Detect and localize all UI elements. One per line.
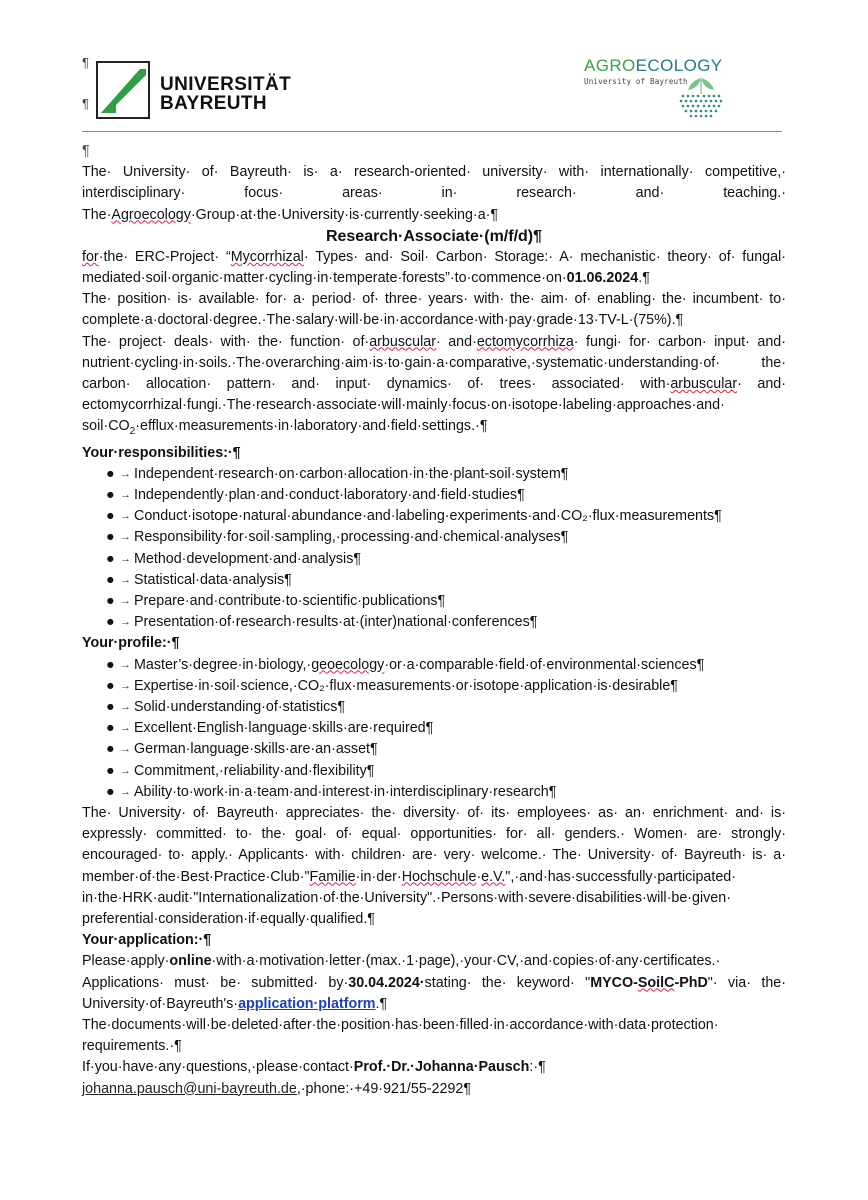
list-item-text-end: ·or·a·comparable·field·of·environmental·sciences¶ — [384, 656, 705, 673]
agroecology-logo-subtitle: University of Bayreuth — [584, 77, 688, 86]
bullet-icon: ● — [106, 614, 115, 631]
contact-name: Prof.·Dr.·Johanna·Pausch — [353, 1059, 530, 1076]
project-text-2: · Types· and· Soil· Carbon· Storage:· A· mechanistic· theory· of· fungal· mediated·soil·organic·matter·cycling·in·temperate·forests”·to·commence·on· — [82, 248, 787, 287]
contact-text: If·you·have·any·questions,·please·contact· — [82, 1059, 354, 1076]
keyword — [590, 975, 708, 991]
application-paragraph — [82, 951, 786, 1015]
description-text-5: ·efflux·measurements·in·laboratory·and·field·settings.·¶ — [135, 418, 488, 435]
responsibilities-heading — [82, 443, 786, 464]
intro-paragraph — [82, 162, 786, 226]
list-item — [82, 718, 786, 739]
list-item-text: Method·development·and·analysis¶ — [134, 550, 362, 567]
list-item — [82, 591, 786, 612]
university-logo-line1: UNIVERSITÄT — [160, 74, 292, 95]
online-word: online — [169, 953, 212, 970]
list-item — [82, 761, 786, 782]
list-item — [82, 485, 786, 506]
position-paragraph: The· position· is· available· for· a· period· of· three· years· with· the· aim· of· enabling· the· incumbent· to· complete·a·doctoral·degree.·The·salary·will·be·in·accordance·with·pay·grade·13·TV-L·(75%).¶ — [82, 291, 786, 329]
list-item-text: Conduct·isotope·natural·abundance·and·labeling·experiments·and·CO₂·flux·measurements¶ — [134, 508, 722, 525]
list-item — [82, 782, 786, 803]
list-item — [82, 697, 786, 718]
list-item — [82, 506, 786, 527]
description-text-1: The· project· deals· with· the· function· of· — [82, 333, 370, 350]
deadline-date: 30.04.2024· — [348, 974, 425, 991]
geoecology-word: geoecology — [311, 656, 385, 673]
bullet-icon: ● — [106, 550, 115, 567]
bullet-icon: ● — [106, 741, 115, 758]
application-text-4: "· via· the· University·of·Bayreuth's· — [82, 974, 786, 1012]
ectomycorrhiza-word: ectomycorrhiza — [476, 333, 574, 350]
hochschule-word: Hochschule — [401, 868, 477, 885]
list-item-text: Prepare·and·contribute·to·scientific·publications¶ — [134, 592, 446, 609]
responsibilities-heading-text: Your·responsibilities:· — [82, 444, 233, 461]
profile-heading-text: Your·profile:· — [82, 635, 172, 652]
list-item-text: Statistical·data·analysis¶ — [134, 571, 292, 588]
bullet-icon: ● — [106, 508, 115, 525]
familie-word: Familie — [309, 868, 356, 885]
for-word: for — [82, 248, 99, 265]
list-item — [82, 464, 786, 485]
list-item-text: Commitment,·reliability·and·flexibility¶ — [134, 762, 375, 779]
application-text-3: stating· the· keyword· " — [424, 974, 591, 991]
agroecology-title-part1: AGRO — [584, 56, 636, 75]
tab-arrow-icon: → — [120, 679, 131, 692]
university-bayreuth-logo — [96, 61, 296, 121]
tab-arrow-icon: → — [120, 510, 131, 523]
diversity-paragraph: The· University· of· Bayreuth· appreciates· the· diversity· of· its· employees· as· an· enrichment· and· is· expressly· committed· to· the· goal· of· equal· opportunities· for· all· genders.· Women· are· strongly· encouraged· to· apply.· Applicants· with· children· are· very· welcome.· The· University· of· Bayreuth· is· a· member·of·the·Best·Practice·Club·"Familie·in·der·Hochschule·e.V.",·and·has·successfully·participated· in·the·HRK·audit·"Internationalization·of·the·University".·Persons·with·severe·disabilities·will·be·given· preferential·consideration·if·equally·qualified.¶ — [82, 804, 786, 927]
tab-arrow-icon: → — [120, 743, 131, 756]
tab-arrow-icon: → — [120, 594, 131, 607]
university-logo-line2: BAYREUTH — [160, 93, 268, 114]
keyword-part-2: SoilC — [637, 974, 675, 991]
keyword-part-1: MYCO- — [590, 974, 638, 991]
bullet-icon: ● — [106, 571, 115, 588]
profile-heading — [82, 633, 786, 654]
pilcrow-line — [82, 141, 786, 162]
dotted-plant-icon — [678, 74, 724, 120]
deletion-paragraph: The·documents·will·be·deleted·after·the·position·has·been·filled·in·accordance·with·data·protection· requirements.·¶ — [82, 1016, 719, 1055]
list-item — [82, 527, 786, 548]
agroecology-word: Agroecology — [111, 206, 191, 223]
keyword-part-3: -PhD — [674, 974, 708, 991]
ev-word: e.V. — [481, 868, 506, 885]
tab-arrow-icon: → — [120, 764, 131, 777]
arbuscular-word-2: arbuscular — [670, 376, 738, 393]
tab-arrow-icon: → — [120, 700, 131, 713]
header-divider — [82, 131, 782, 132]
description-text-2: · and· — [435, 333, 477, 350]
application-heading — [82, 930, 786, 951]
tab-arrow-icon: → — [120, 658, 131, 671]
list-item — [82, 549, 786, 570]
list-item — [82, 612, 786, 633]
bullet-icon: ● — [106, 762, 115, 779]
list-item-text: Presentation·of·research·results·at·(inter)national·conferences¶ — [134, 614, 538, 631]
agroecology-logo-title — [584, 56, 723, 76]
application-heading-text: Your·application:· — [82, 932, 204, 949]
intro-text: The· University· of· Bayreuth· is· a· research-oriented· university· with· internationally· competitive,· interdisciplinary· focus· areas· in· research· and· teaching.· The· — [82, 164, 786, 223]
university-logo-wordmark — [160, 75, 291, 113]
list-item-text: Excellent·English·language·skills·are·required¶ — [134, 720, 434, 737]
pilcrow-mark: ¶ — [171, 635, 180, 652]
list-item-text: Solid·understanding·of·statistics¶ — [134, 698, 346, 715]
list-item — [82, 676, 786, 697]
pilcrow-mark: ¶ — [82, 143, 90, 159]
contact-text-end: :·¶ — [529, 1059, 546, 1076]
diversity-text-2: ·in·der· — [355, 868, 402, 885]
bullet-icon: ● — [106, 783, 115, 800]
start-date: 01.06.2024 — [566, 270, 639, 287]
job-title — [82, 226, 786, 247]
pilcrow-mark: ¶ — [533, 227, 543, 245]
tab-arrow-icon: → — [120, 467, 131, 480]
university-logo-icon — [96, 61, 150, 119]
bullet-icon: ● — [106, 592, 115, 609]
pilcrow-mark: ¶ — [82, 55, 89, 70]
tab-arrow-icon: → — [120, 616, 131, 629]
application-text-1: Please·apply· — [82, 953, 170, 970]
bullet-icon: ● — [106, 720, 115, 737]
bullet-icon: ● — [106, 698, 115, 715]
bullet-icon: ● — [106, 465, 115, 482]
application-text-2: ·with·a·motivation·letter·(max.·1·page),·your·CV,·and·copies·of·any·certificates.· Applications· must· be· submitted· by· — [82, 953, 721, 991]
project-text-1: ·the· ERC-Project· “ — [98, 248, 231, 265]
bullet-icon: ● — [106, 529, 115, 546]
job-title-text: Research·Associate·(m/f/d) — [325, 227, 534, 245]
email-link[interactable]: johanna.pausch@uni-bayreuth.de — [82, 1080, 297, 1097]
agroecology-title-part2: ECOLOGY — [635, 56, 723, 75]
tab-arrow-icon: → — [120, 573, 131, 586]
diversity-text-3: ",·and·has·successfully·participated· in·the·HRK·audit·"Internationalization·of·the·University".·Persons·with·severe·disabilities·will·be·given· preferential·consideration·if·equally·qualified.¶ — [82, 868, 737, 927]
list-item-text: Independently·plan·and·conduct·laboratory·and·field·studies¶ — [134, 486, 525, 503]
list-item-text: Master’s·degree·in·biology,· — [134, 656, 312, 673]
description-paragraph — [82, 332, 786, 443]
list-item-text: Responsibility·for·soil·sampling,·processing·and·chemical·analyses¶ — [134, 529, 569, 546]
email-line — [82, 1079, 786, 1100]
list-item — [82, 570, 786, 591]
phone-text: ,·phone:·+49·921/55-2292¶ — [296, 1080, 472, 1097]
pilcrow-mark: ¶ — [203, 932, 212, 949]
profile-list — [82, 655, 786, 803]
responsibilities-list — [82, 464, 786, 634]
description-text-4: · and· ectomycorrhizal·fungi.·The·research·associate·will·mainly·focus·on·isotope·labeling·approaches·and· soil·CO — [82, 376, 786, 435]
agroecology-logo — [584, 56, 734, 120]
intro-text-end: ·Group·at·the·University·is·currently·seeking·a·¶ — [190, 206, 499, 223]
application-platform-link[interactable]: application·platform — [238, 995, 376, 1012]
diversity-text-1: The· University· of· Bayreuth· appreciates· the· diversity· of· its· employees· as· an· enrichment· and· is· expressly· committed· to· the· goal· of· equal· opportunities· for· all· genders.· Women· are· strongly· encouraged· to· apply.· Applicants· with· children· are· very· welcome.· The· University· of· Bayreuth· is· a· member·of·the·Best·Practice·Club·" — [82, 804, 786, 885]
bullet-icon: ● — [106, 486, 115, 503]
document-body — [82, 141, 786, 1100]
list-item — [82, 655, 786, 676]
project-paragraph — [82, 247, 786, 289]
project-text-end: .¶ — [638, 270, 650, 287]
description-text-3: · fungi· for· carbon· input· and· nutrient·cycling·in·soils.·The·overarching·aim·is·to·gain·a·comparative,·systematic·understanding·of· the· carbon· allocation· pattern· and· input· dynamics· of· trees· associated· with· — [82, 333, 786, 393]
tab-arrow-icon: → — [120, 552, 131, 565]
list-item-text: Ability·to·work·in·a·team·and·interest·in·interdisciplinary·research¶ — [134, 783, 557, 800]
co2-subscript: 2 — [129, 426, 136, 438]
list-item-text: German·language·skills·are·an·asset¶ — [134, 741, 378, 758]
tab-arrow-icon: → — [120, 531, 131, 544]
contact-line — [82, 1057, 786, 1078]
list-item — [82, 739, 786, 760]
tab-arrow-icon: → — [120, 722, 131, 735]
tab-arrow-icon: → — [120, 488, 131, 501]
arbuscular-word: arbuscular — [369, 333, 436, 350]
application-text-5: .¶ — [375, 995, 388, 1012]
pilcrow-mark: ¶ — [82, 96, 89, 111]
list-item-text: Expertise·in·soil·science,·CO₂·flux·measurements·or·isotope·application·is·desirable¶ — [134, 677, 678, 694]
bullet-icon: ● — [106, 677, 115, 694]
tab-arrow-icon: → — [120, 785, 131, 798]
list-item-text: Independent·research·on·carbon·allocation·in·the·plant-soil·system¶ — [134, 465, 569, 482]
bullet-icon: ● — [106, 656, 115, 673]
mycorrhizal-word: Mycorrhizal — [230, 248, 304, 265]
pilcrow-mark: ¶ — [232, 444, 241, 461]
